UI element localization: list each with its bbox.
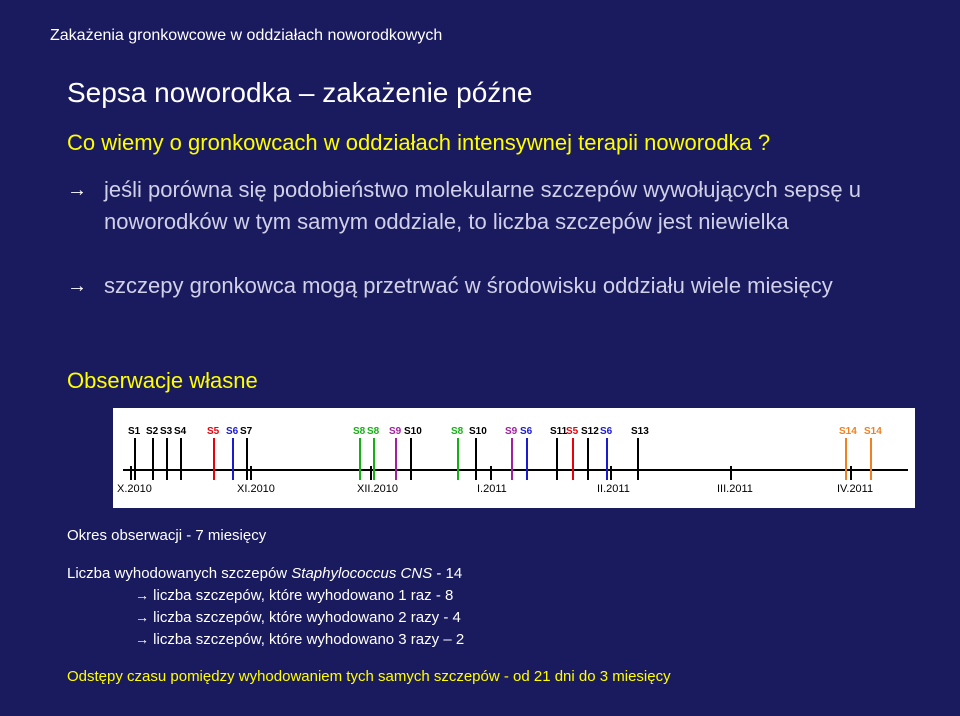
strain-event-label: S10 — [469, 426, 487, 437]
month-label: X.2010 — [117, 483, 152, 495]
month-label: I.2011 — [477, 483, 507, 495]
month-label: III.2011 — [717, 483, 753, 495]
strain-event-label: S6 — [600, 426, 613, 437]
arrow-right-icon: → — [67, 275, 87, 297]
strain-event-label: S7 — [240, 426, 253, 437]
timeline-figure — [113, 408, 915, 508]
strain-event-label: S12 — [581, 426, 599, 437]
observations-heading: Obserwacje własne — [67, 368, 258, 393]
sub-item-2 — [135, 609, 461, 626]
strain-event-label: S8 — [451, 426, 464, 437]
strain-event-label: S2 — [146, 426, 159, 437]
arrow-right-icon: → — [67, 179, 87, 201]
arrow-right-icon: → — [135, 587, 149, 603]
sub-item-text: liczba szczepów, które wyhodowano 3 razy – 2 — [153, 631, 465, 648]
strain-event-label: S14 — [839, 426, 857, 437]
slide-title: Sepsa noworodka – zakażenie późne — [67, 77, 533, 108]
strain-species: Staphylococcus CNS — [291, 565, 433, 582]
month-label: II.2011 — [597, 483, 630, 495]
strain-count — [67, 565, 462, 582]
strain-event-label: S14 — [864, 426, 882, 437]
month-label: IV.2011 — [837, 483, 874, 495]
strain-event-label: S13 — [631, 426, 649, 437]
sub-item-text: liczba szczepów, które wyhodowano 1 raz - 8 — [153, 587, 454, 604]
strain-event-label: S10 — [404, 426, 422, 437]
observation-period: Okres obserwacji - 7 miesięcy — [67, 527, 267, 544]
strain-event-label: S5 — [207, 426, 220, 437]
bullet-text: szczepy gronkowca mogą przetrwać w środowisku oddziału wiele miesięcy — [104, 273, 833, 298]
arrow-right-icon: → — [135, 609, 149, 625]
arrow-right-icon: → — [135, 631, 149, 647]
strain-event-label: S4 — [174, 426, 187, 437]
strain-event-label: S8 — [353, 426, 366, 437]
strain-event-label: S8 — [367, 426, 380, 437]
strain-count-suffix: - 14 — [432, 565, 463, 582]
sub-item-1 — [135, 587, 453, 604]
strain-event-label: S3 — [160, 426, 173, 437]
strain-event-label: S1 — [128, 426, 141, 437]
sub-item-text: liczba szczepów, które wyhodowano 2 razy - 4 — [153, 609, 461, 626]
interval-note: Odstępy czasu pomiędzy wyhodowaniem tych samych szczepów - od 21 dni do 3 miesięcy — [67, 668, 671, 685]
strain-count-prefix: Liczba wyhodowanych szczepów — [67, 565, 292, 582]
strain-event-label: S5 — [566, 426, 579, 437]
strain-event-label: S6 — [520, 426, 533, 437]
slide-subtitle: Co wiemy o gronkowcach w oddziałach intensywnej terapii noworodka ? — [67, 130, 771, 155]
strain-event-label: S9 — [389, 426, 402, 437]
slide-header: Zakażenia gronkowcowe w oddziałach noworodkowych — [50, 27, 443, 44]
strain-event-label: S9 — [505, 426, 518, 437]
month-label: XI.2010 — [237, 483, 275, 495]
timeline-svg — [113, 408, 915, 508]
sub-item-3 — [135, 631, 464, 648]
strain-event-label: S11 — [550, 426, 568, 437]
strain-event-label: S6 — [226, 426, 239, 437]
bullet-text: jeśli porówna się podobieństwo molekularne szczepów wywołujących sepsę u noworodków w tym samym oddziale, to liczba szczepów jest niewielka — [104, 177, 861, 234]
month-label: XII.2010 — [357, 483, 398, 495]
